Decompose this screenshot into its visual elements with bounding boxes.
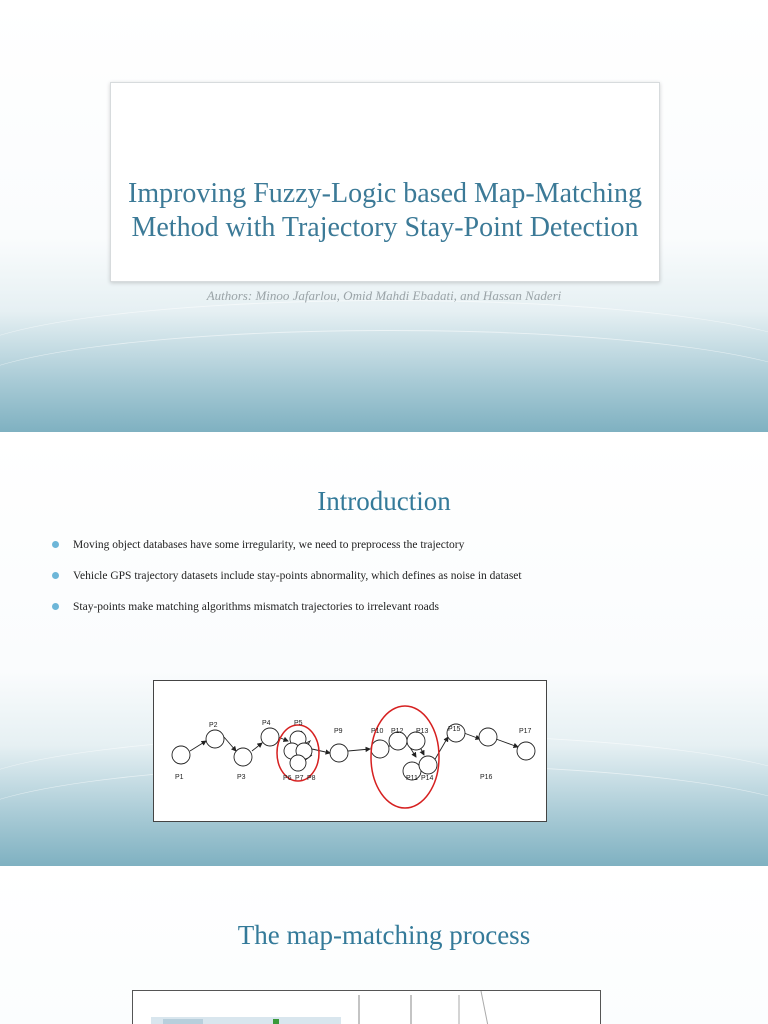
svg-text:P9: P9 (334, 728, 343, 735)
introduction-slide (0, 434, 768, 866)
bullet-item: Stay-points make matching algorithms mismatch trajectories to irrelevant roads (52, 600, 522, 631)
svg-text:P12: P12 (391, 728, 404, 735)
map-thumbnail (133, 991, 600, 1024)
svg-text:P1: P1 (175, 774, 184, 781)
bullet-list (52, 538, 522, 631)
bullet-dot-icon (52, 541, 59, 548)
svg-text:P8: P8 (307, 775, 316, 782)
trajectory-figure (153, 680, 547, 822)
svg-text:P4: P4 (262, 720, 271, 727)
authors-line: Authors: Minoo Jafarlou, Omid Mahdi Ebadati, and Hassan Naderi (206, 288, 562, 303)
decorative-wave (0, 330, 768, 432)
title-slide (0, 0, 768, 432)
svg-text:P2: P2 (209, 722, 218, 729)
bullet-dot-icon (52, 572, 59, 579)
bullet-item: Vehicle GPS trajectory datasets include stay-points abnormality, which defines as noise in dataset (52, 569, 522, 600)
map-matching-slide (0, 868, 768, 1024)
slide-title: Improving Fuzzy-Logic based Map-Matching Method with Trajectory Stay-Point Detection (128, 178, 642, 243)
svg-text:P5: P5 (294, 720, 303, 727)
bullet-dot-icon (52, 603, 59, 610)
slide-heading: The map-matching process (237, 920, 531, 950)
map-figure (132, 990, 601, 1024)
trajectory-diagram (154, 681, 546, 821)
svg-text:P6: P6 (283, 775, 292, 782)
title-placeholder-box (110, 82, 660, 282)
svg-text:P3: P3 (237, 774, 246, 781)
svg-text:P14: P14 (421, 775, 434, 782)
svg-text:P16: P16 (480, 774, 493, 781)
svg-text:P10: P10 (371, 728, 384, 735)
slide-heading: Introduction (317, 486, 451, 516)
svg-text:P11: P11 (406, 775, 418, 782)
bullet-item: Moving object databases have some irregularity, we need to preprocess the trajectory (52, 538, 522, 569)
svg-text:P17: P17 (519, 728, 532, 735)
svg-text:P7: P7 (295, 775, 304, 782)
trajectory-point-labels (175, 720, 532, 782)
svg-text:P15: P15 (448, 726, 461, 733)
svg-text:P13: P13 (416, 728, 429, 735)
trajectory-points (172, 724, 535, 780)
